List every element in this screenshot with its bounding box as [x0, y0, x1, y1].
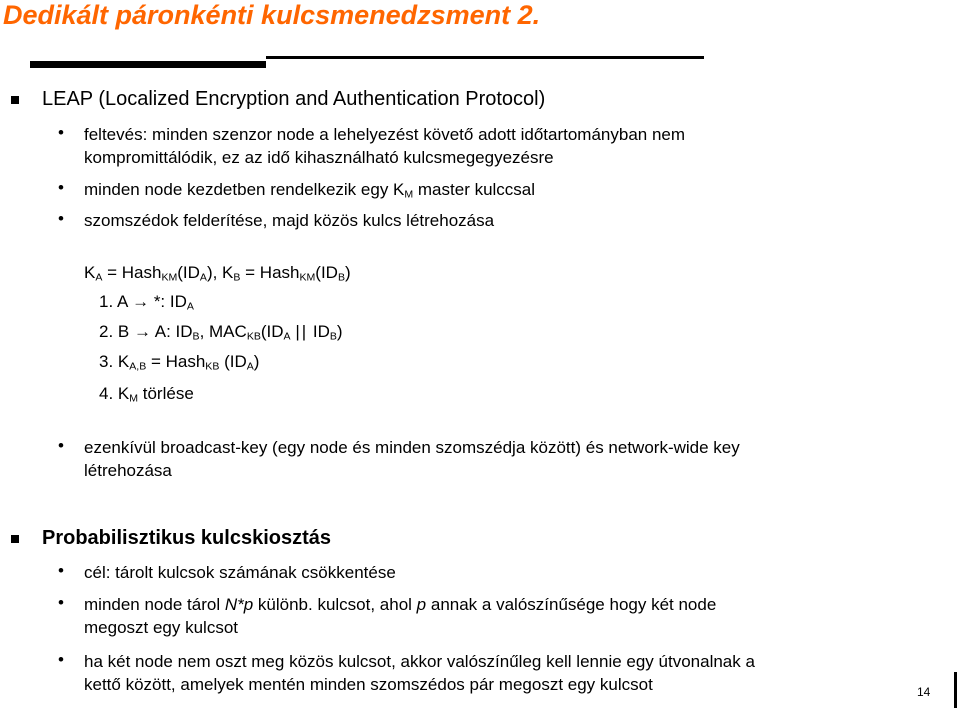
slide-title: Dedikált páronkénti kulcsmenedzsment 2. — [3, 0, 541, 30]
leap-bullet-4: ezenkívül broadcast-key (egy node és minden szomszédja között) és network-wide key létrehozása — [84, 438, 740, 480]
arrow-right-icon: → — [133, 322, 151, 341]
prob-bullet-1: cél: tárolt kulcsok számának csökkentése — [84, 563, 396, 582]
leap-bullet-2: minden node kezdetben rendelkezik egy $K_M$ master kulccsal — [84, 180, 536, 201]
edge-bar — [954, 672, 957, 708]
protocol-step-4: 4. $K_M$ törlése — [99, 384, 194, 405]
bullet-icon: • — [58, 650, 64, 669]
leap-bullet-3: szomszédok felderítése, majd közös kulcs létrehozása — [84, 211, 495, 230]
prob-bullet-3: ha két node nem oszt meg közös kulcsot, akkor valószínűleg kell lennie egy útvonalnak a kettő között, amelyek mentén minden szomszédos pár megoszt egy kulcsot — [84, 652, 755, 694]
prob-bullet-2: minden node tárol N*p különb. kulcsot, ahol p annak a valószínűsége hogy két node megoszt egy kulcsot — [84, 595, 717, 637]
key-derivation-formula: $K_A$ = $Hash_{KM}(ID_A)$, $K_B$ = $Hash_{KM}(ID_B)$ — [84, 263, 351, 284]
protocol-step-2: 2. B → A: $ID_B$, $MAC_{KB}(ID_A$ || $ID_B$) — [99, 322, 343, 343]
leap-bullet-1: feltevés: minden szenzor node a lehelyezést követő adott időtartományban nem kompromittálódik, ez az idő kihasználható kulcsmegegyezésre — [84, 125, 686, 167]
prob-heading: Probabilisztikus kulcskiosztás — [42, 527, 331, 549]
protocol-step-3: 3. $K_{A,B}$ = Hash$_{KB}$ $(ID_A)$ — [99, 352, 260, 373]
bullet-icon: • — [58, 436, 64, 455]
bullet-icon: • — [58, 209, 64, 228]
bullet-icon: • — [58, 178, 64, 197]
bullet-icon: • — [58, 123, 64, 142]
arrow-right-icon: → — [132, 292, 150, 311]
bullet-icon: • — [58, 593, 64, 612]
bullet-icon: • — [58, 561, 64, 580]
title-underline-thin — [266, 56, 704, 59]
leap-heading: LEAP (Localized Encryption and Authentication Protocol) — [42, 88, 546, 110]
protocol-step-1: 1. A → *: $ID_A$ — [99, 292, 194, 313]
square-bullet-icon — [11, 535, 19, 543]
title-underline-thick — [30, 61, 266, 68]
page-number: 14 — [917, 685, 931, 699]
square-bullet-icon — [11, 96, 19, 104]
